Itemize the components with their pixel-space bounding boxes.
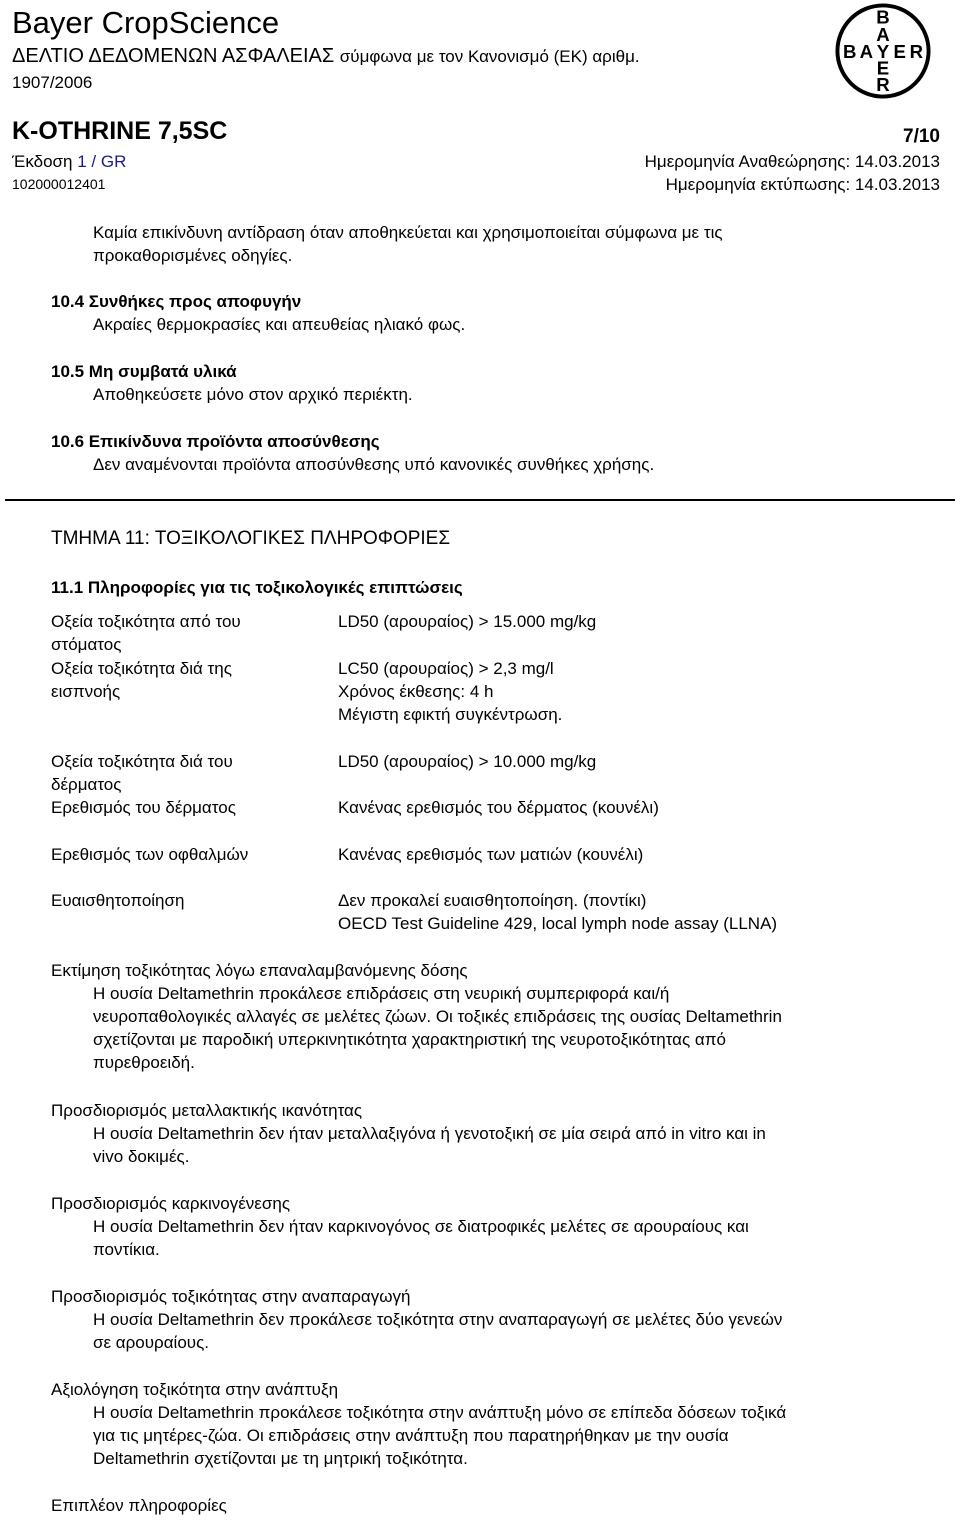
developmental-toxicity-title: Αξιολόγηση τοξικότητα στην ανάπτυξη [51, 1380, 339, 1399]
document-title-rest: σύμφωνα με τον Κανονισμό (ΕΚ) αριθμ. [339, 47, 640, 66]
logo-letter-r2: R [876, 74, 890, 96]
revision-date: Ημερομηνία Αναθεώρησης: 14.03.2013 [644, 152, 940, 171]
acute-inhalation-label-line1: Οξεία τοξικότητα διά της [51, 659, 232, 678]
sensitisation-value-line1: Δεν προκαλεί ευαισθητοποίηση. (ποντίκι) [338, 891, 647, 910]
section-11-title: ΤΜΗΜΑ 11: ΤΟΞΙΚΟΛΟΓΙΚΕΣ ΠΛΗΡΟΦΟΡΙΕΣ [51, 528, 451, 549]
reproductive-toxicity-text-line2: σε αρουραίους. [93, 1333, 209, 1352]
acute-oral-value: LD50 (αρουραίος) > 15.000 mg/kg [338, 612, 597, 631]
subsection-10-4-text: Ακραίες θερμοκρασίες και απευθείας ηλιακό φως. [93, 315, 466, 334]
developmental-toxicity-text-line1: Η ουσία Deltamethrin προκάλεσε τοξικότητα στην ανάπτυξη μόνο σε επίπεδα δόσεων τοξικά [93, 1403, 787, 1422]
logo-letter-a2: A [859, 40, 874, 62]
repeated-dose-text-line4: πυρεθροειδή. [93, 1053, 195, 1072]
eye-irritation-value: Κανένας ερεθισμός των ματιών (κουνέλι) [338, 845, 644, 864]
sensitisation-label: Ευαισθητοποίηση [51, 891, 185, 910]
skin-irritation-value: Κανένας ερεθισμός του δέρματος (κουνέλι) [338, 798, 659, 817]
logo-letter-a: A [876, 24, 890, 46]
logo-letter-r: R [909, 40, 924, 62]
subsection-10-5-title: 10.5 Μη συμβατά υλικά [51, 362, 237, 381]
document-title [12, 44, 640, 69]
company-name: Bayer CropScience [12, 5, 280, 40]
acute-inhalation-value-line1: LC50 (αρουραίος) > 2,3 mg/l [338, 659, 554, 678]
section-divider [5, 499, 955, 501]
eye-irritation-label: Ερεθισμός των οφθαλμών [51, 845, 249, 864]
edition-label: Έκδοση [12, 152, 73, 171]
acute-oral-label-line1: Οξεία τοξικότητα από του [51, 612, 241, 631]
mutagenicity-text-line1: Η ουσία Deltamethrin δεν ήταν μεταλλαξιγόνα ή γενοτοξική σε μία σειρά από in vitro και in [93, 1124, 766, 1143]
acute-dermal-value: LD50 (αρουραίος) > 10.000 mg/kg [338, 752, 597, 771]
repeated-dose-text-line1: Η ουσία Deltamethrin προκάλεσε επιδράσεις στη νευρική συμπεριφορά και/ή [93, 984, 670, 1003]
reactivity-text-line1: Καμία επικίνδυνη αντίδραση όταν αποθηκεύεται και χρησιμοποιείται σύμφωνα με τις [93, 223, 723, 242]
acute-oral-label-line2: στόματος [51, 635, 122, 654]
product-name: K-OTHRINE 7,5SC [12, 117, 228, 145]
document-title-main: ΔΕΛΤΙΟ ΔΕΔΟΜΕΝΩΝ ΑΣΦΑΛΕΙΑΣ [12, 45, 335, 67]
carcinogenicity-title: Προσδιορισμός καρκινογένεσης [51, 1194, 291, 1213]
subsection-10-6-text: Δεν αναμένονται προϊόντα αποσύνθεσης υπό κανονικές συνθήκες χρήσης. [93, 455, 655, 474]
mutagenicity-title: Προσδιορισμός μεταλλακτικής ικανότητας [51, 1101, 363, 1120]
logo-letter-e2: E [876, 57, 890, 79]
repeated-dose-text-line2: νευροπαθολογικές αλλαγές σε μελέτες ζώων. Οι τοξικές επιδράσεις της ουσίας Deltamethrin [93, 1007, 782, 1026]
subsection-10-4-title: 10.4 Συνθήκες προς αποφυγήν [51, 292, 302, 311]
mutagenicity-text-line2: vivo δοκιμές. [93, 1147, 190, 1166]
acute-inhalation-label-line2: εισπνοής [51, 682, 121, 701]
developmental-toxicity-text-line3: Deltamethrin σχετίζονται με τη μητρική τοξικότητα. [93, 1449, 468, 1468]
edition-value: 1 / GR [77, 152, 127, 171]
skin-irritation-label: Ερεθισμός του δέρματος [51, 798, 236, 817]
subsection-11-1-title: 11.1 Πληροφορίες για τις τοξικολογικές επιπτώσεις [51, 578, 463, 597]
reproductive-toxicity-text-line1: Η ουσία Deltamethrin δεν προκάλεσε τοξικότητα στην αναπαραγωγή σε μελέτες δύο γενεών [93, 1310, 783, 1329]
repeated-dose-title: Εκτίμηση τοξικότητας λόγω επαναλαμβανόμενης δόσης [51, 961, 468, 980]
regulation-number: 1907/2006 [12, 73, 93, 92]
subsection-10-6-title: 10.6 Επικίνδυνα προϊόντα αποσύνθεσης [51, 432, 380, 451]
developmental-toxicity-text-line2: για τις μητέρες-ζώα. Οι επιδράσεις στην ανάπτυξη που παρατηρήθηκαν με την ουσία [93, 1426, 729, 1445]
reactivity-text-line2: προκαθορισμένες οδηγίες. [93, 246, 293, 265]
acute-dermal-label-line2: δέρματος [51, 775, 122, 794]
subsection-10-5-text: Αποθηκεύσετε μόνο στον αρχικό περιέκτη. [93, 385, 413, 404]
logo-letter-y: Y [876, 40, 890, 62]
acute-dermal-label-line1: Οξεία τοξικότητα διά του [51, 752, 233, 771]
logo-letter-b: B [876, 6, 890, 28]
sensitisation-value-line2: OECD Test Guideline 429, local lymph node assay (LLNA) [338, 914, 778, 933]
print-date: Ημερομηνία εκτύπωσης: 14.03.2013 [665, 175, 940, 194]
acute-inhalation-value-line2: Χρόνος έκθεσης: 4 h [338, 682, 494, 701]
logo-letter-b2: B [842, 40, 857, 62]
further-information-title: Επιπλέον πληροφορίες [51, 1496, 227, 1515]
acute-inhalation-value-line3: Μέγιστη εφικτή συγκέντρωση. [338, 705, 563, 724]
logo-letter-e: E [893, 40, 906, 62]
carcinogenicity-text-line1: Η ουσία Deltamethrin δεν ήταν καρκινογόνος σε διατροφικές μελέτες σε αρουραίους και [93, 1217, 749, 1236]
repeated-dose-text-line3: σχετίζονται με παροδική υπερκινητικότητα χαρακτηριστική της νευροτοξικότητας από [93, 1030, 726, 1049]
document-id: 102000012401 [12, 176, 106, 192]
reproductive-toxicity-title: Προσδιορισμός τοξικότητας στην αναπαραγωγή [51, 1287, 411, 1306]
edition [12, 151, 126, 173]
page-number: 7/10 [903, 126, 940, 147]
carcinogenicity-text-line2: ποντίκια. [93, 1240, 160, 1259]
bayer-logo [834, 2, 932, 100]
